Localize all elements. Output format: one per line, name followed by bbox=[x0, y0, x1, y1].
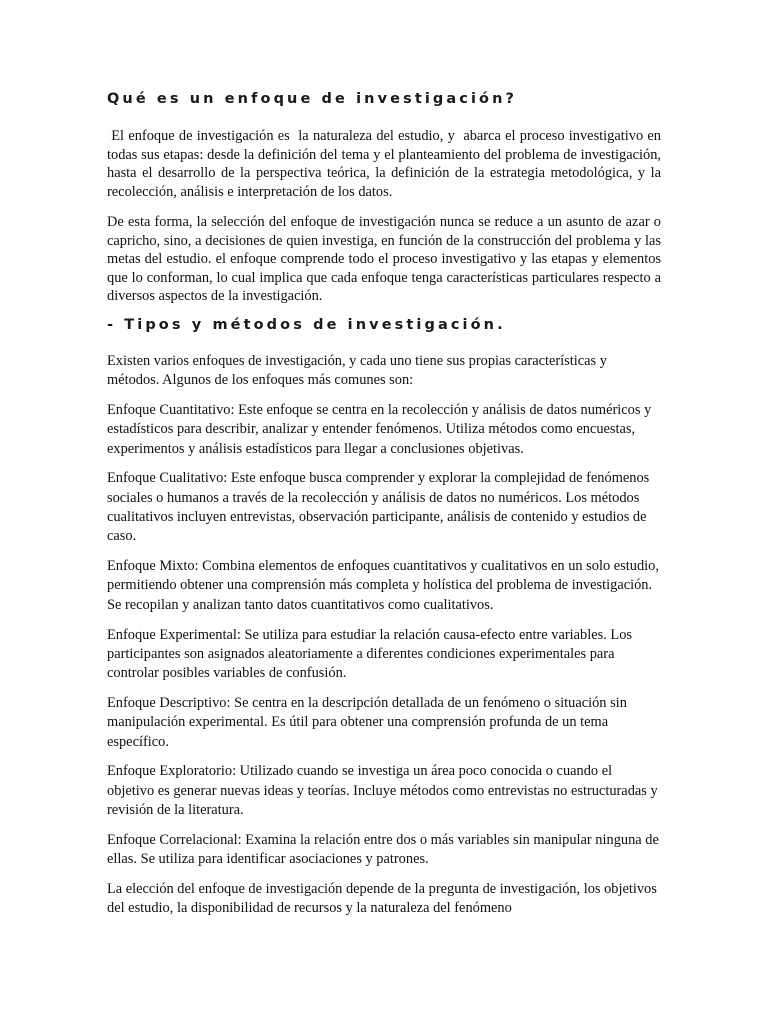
intro-paragraph: De esta forma, la selección del enfoque de investigación nunca se reduce a un asunto de azar o capricho, sino, a decisiones de quien investiga, en función de la construcción del problema y las metas del estudio. el enfoque comprende todo el proceso investigativo y las etapas y elementos que lo conforman, lo cual implica que cada enfoque tenga características particulares respecto a diversos aspectos de la investigación. bbox=[107, 214, 661, 305]
body-paragraph: Enfoque Descriptivo: Se centra en la descripción detallada de un fenómeno o situación sin manipulación experimental. Es útil para obtener una comprensión profunda de un tema específico. bbox=[107, 694, 627, 750]
body-paragraph: Enfoque Exploratorio: Utilizado cuando se investiga un área poco conocida o cuando el objetivo es generar nuevas ideas y teorías. Incluye métodos como entrevistas no estructuradas y revisión de la literatura. bbox=[107, 763, 658, 818]
body-paragraph: Enfoque Cualitativo: Este enfoque busca comprender y explorar la complejidad de fenómenos sociales o humanos a través de la recolección y análisis de datos no numéricos. Los métodos cualitativos incluyen entrevistas, observación participante, análisis de contenido y estudios de caso. bbox=[107, 470, 650, 545]
body-text bbox=[107, 352, 661, 929]
section-heading-tipos: - Tipos y métodos de investigación. bbox=[107, 317, 506, 333]
body-paragraph: La elección del enfoque de investigación depende de la pregunta de investigación, los objetivos del estudio, la disponibilidad de recursos y la naturaleza del fenómeno bbox=[107, 880, 657, 917]
body-paragraph: Enfoque Experimental: Se utiliza para estudiar la relación causa-efecto entre variables. Los participantes son asignados aleatoriamente a diferentes condiciones experimentales para controlar posibles variables de confusión. bbox=[107, 626, 633, 682]
section-heading-enfoque: Qué es un enfoque de investigación? bbox=[107, 91, 518, 107]
body-paragraph: Existen varios enfoques de investigación, y cada uno tiene sus propias características y métodos. Algunos de los enfoques más comunes son: bbox=[107, 353, 607, 389]
body-paragraph: Enfoque Cuantitativo: Este enfoque se centra en la recolección y análisis de datos numéricos y estadísticos para describir, analizar y entender fenómenos. Utiliza métodos como encuestas, experimentos y análisis estadísticos para llegar a conclusiones objetivas. bbox=[107, 402, 652, 457]
body-paragraph: Enfoque Mixto: Combina elementos de enfoques cuantitativos y cualitativos en un solo estudio, permitiendo obtener una comprensión más completa y holística del problema de investigación. Se recopilan y analizan tanto datos cuantitativos como cualitativos. bbox=[107, 558, 659, 613]
intro-paragraph: El enfoque de investigación es la naturaleza del estudio, y abarca el proceso investigativo en todas sus etapas: desde la definición del tema y el planteamiento del problema de investigación, hasta el desarrollo de la perspectiva teórica, la definición de la estrategia metodológica, y la recolección, análisis e interpretación de los datos. bbox=[107, 128, 665, 200]
body-paragraph: Enfoque Correlacional: Examina la relación entre dos o más variables sin manipular ninguna de ellas. Se utiliza para identificar asociaciones y patrones. bbox=[107, 831, 659, 868]
